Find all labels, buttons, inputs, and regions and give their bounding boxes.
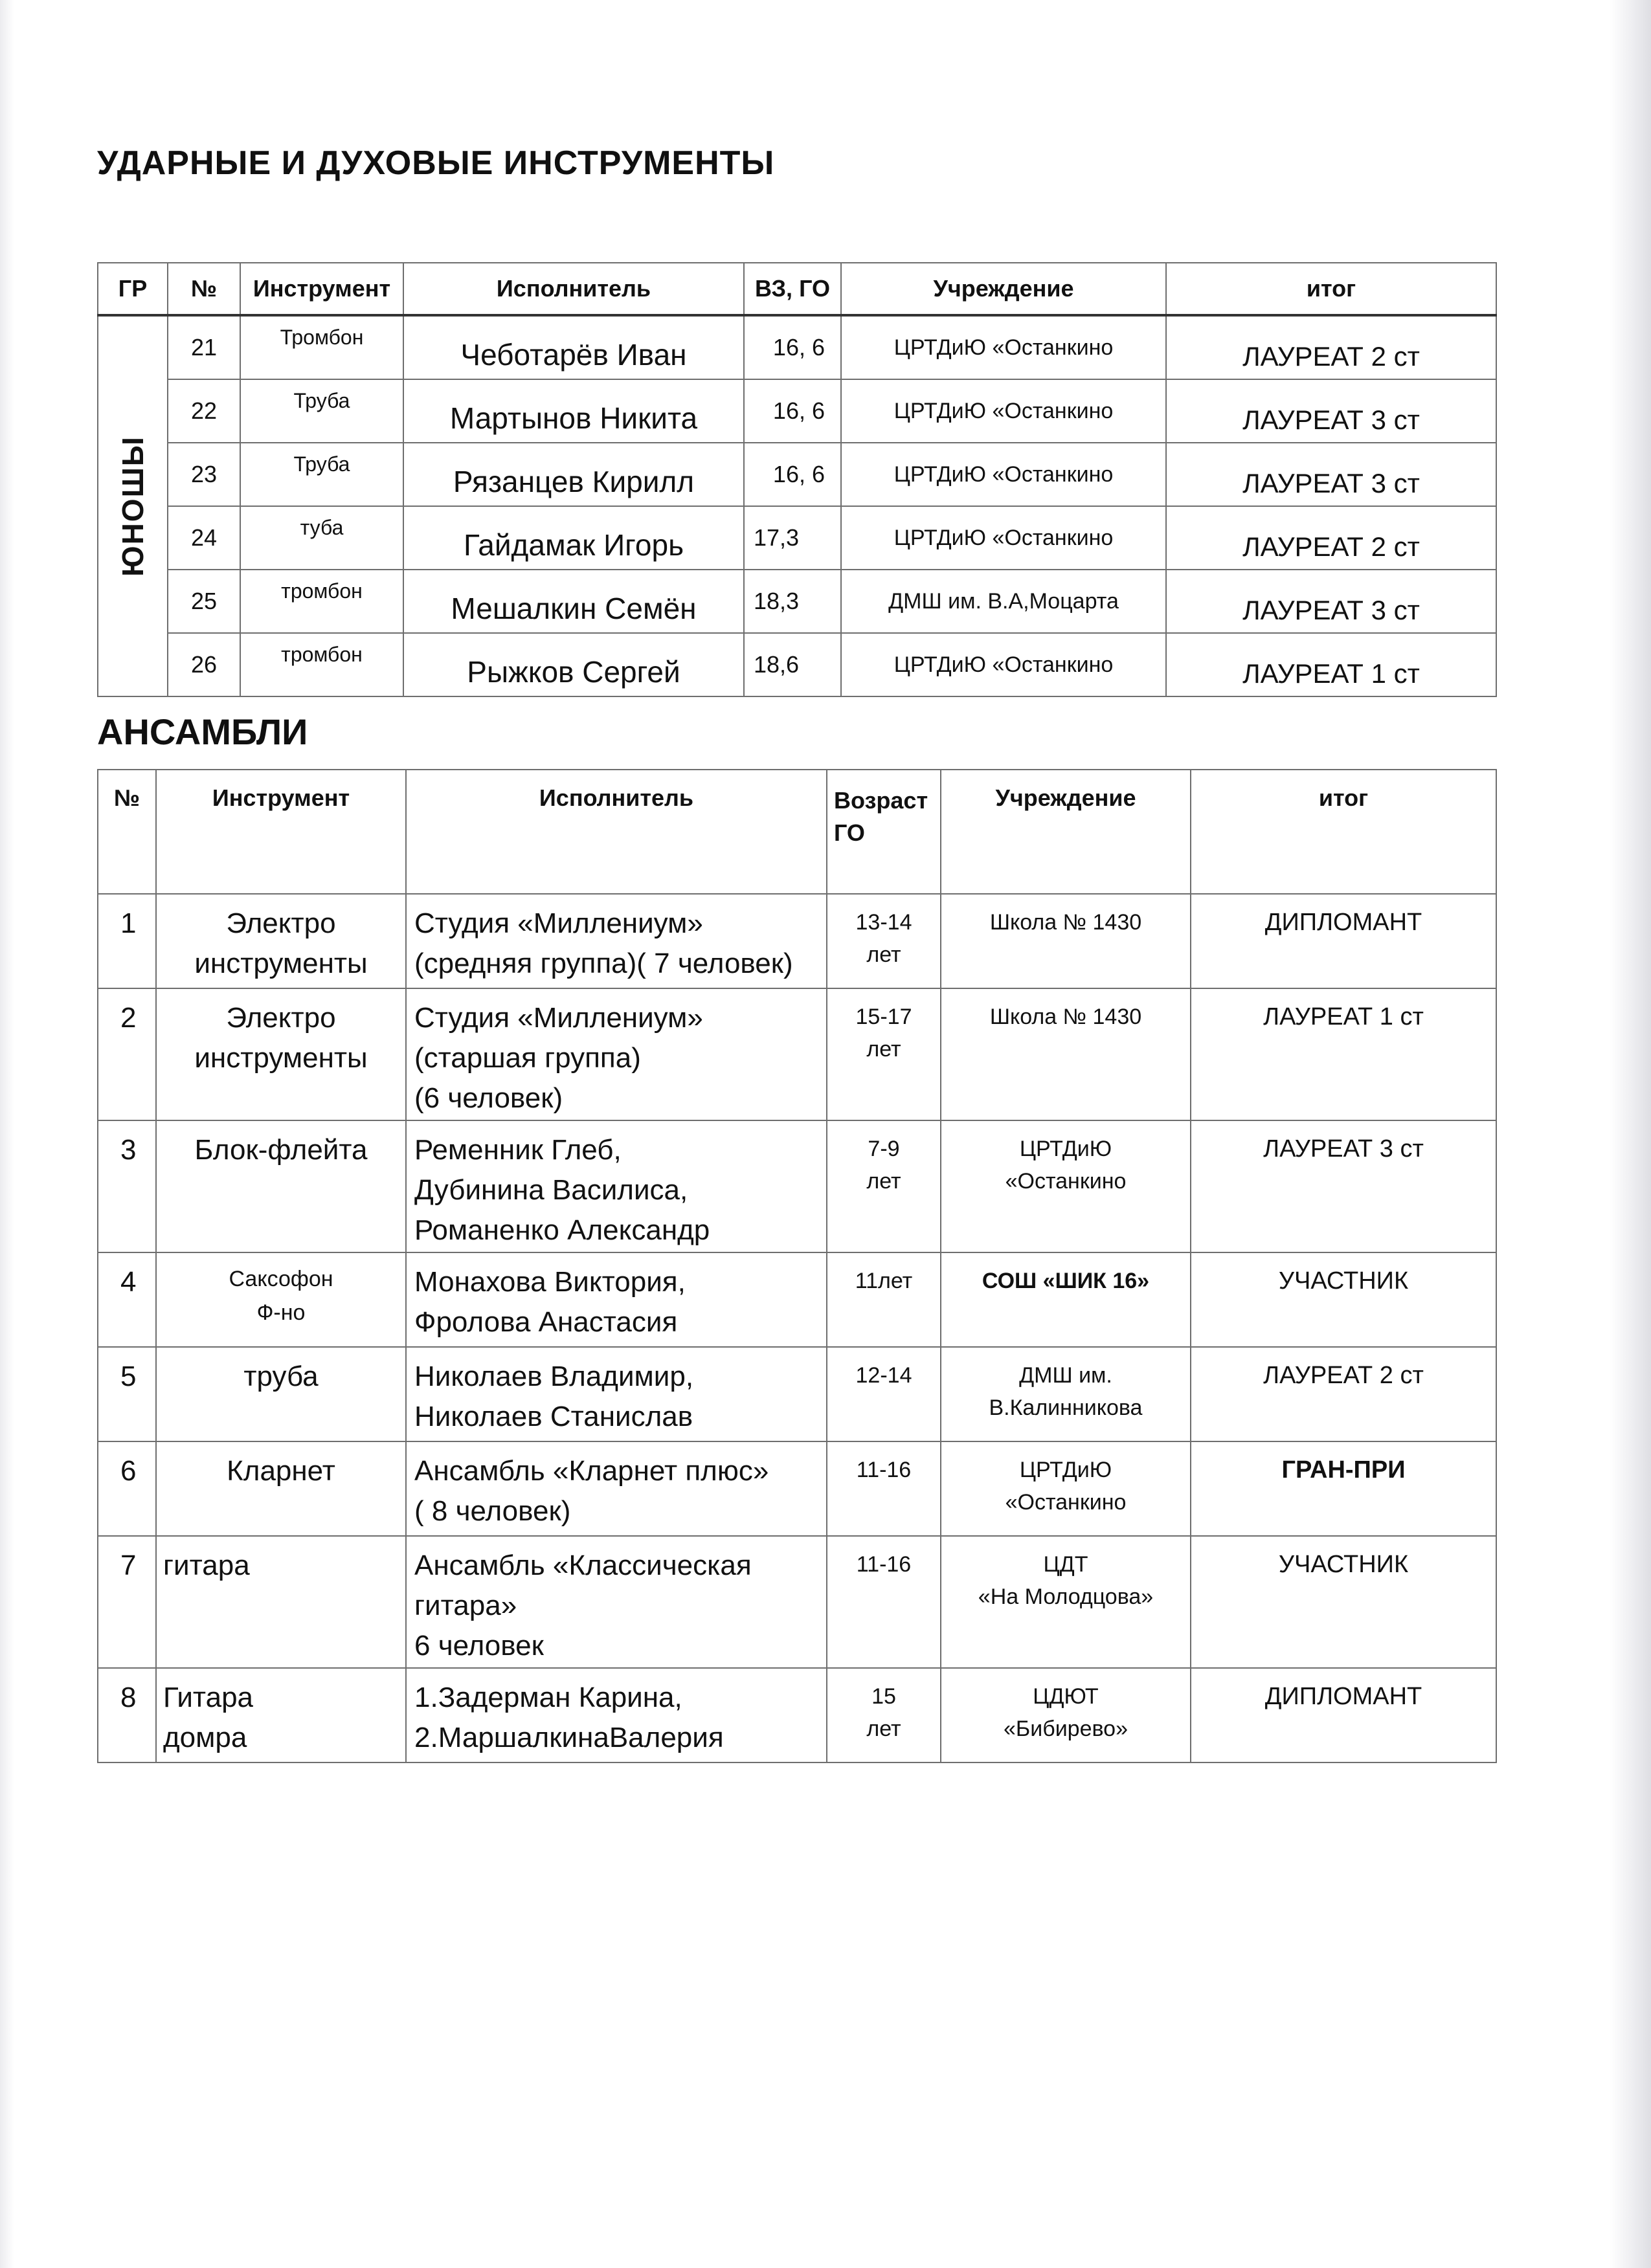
table-row bbox=[98, 1668, 1496, 1762]
row-result: ЛАУРЕАТ 3 ст bbox=[1166, 443, 1496, 506]
row-number: 26 bbox=[168, 633, 240, 696]
row-age bbox=[827, 1252, 941, 1347]
table-row bbox=[98, 443, 1496, 506]
row-performer-line: Николаев Станислав bbox=[414, 1401, 693, 1432]
row-result: ЛАУРЕАТ 3 ст bbox=[1166, 570, 1496, 633]
row-instrument: тромбон bbox=[240, 570, 403, 633]
header-group: ГР bbox=[98, 263, 168, 315]
row-instrument bbox=[156, 988, 406, 1120]
row-result: ГРАН-ПРИ bbox=[1191, 1441, 1496, 1536]
row-number: 23 bbox=[168, 443, 240, 506]
row-number: 4 bbox=[98, 1252, 156, 1347]
row-instrument: тромбон bbox=[240, 633, 403, 696]
table-row bbox=[98, 1536, 1496, 1668]
table-row bbox=[98, 894, 1496, 988]
table-row bbox=[98, 315, 1496, 379]
row-performer-line: Монахова Виктория, bbox=[414, 1266, 686, 1298]
table-row bbox=[98, 1252, 1496, 1347]
row-age-line: 13-14 bbox=[855, 910, 912, 935]
row-instrument-line: труба bbox=[243, 1361, 319, 1392]
row-age bbox=[827, 1120, 941, 1252]
row-age-line: лет bbox=[866, 1717, 901, 1741]
row-performer-line: Николаев Владимир, bbox=[414, 1361, 694, 1392]
row-result: ЛАУРЕАТ 2 ст bbox=[1166, 315, 1496, 379]
table-row bbox=[98, 379, 1496, 443]
header-performer: Исполнитель bbox=[403, 263, 744, 315]
header-age: ВЗ, ГО bbox=[744, 263, 841, 315]
row-performer-line: гитара» bbox=[414, 1590, 517, 1621]
row-institution: ЦРТДиЮ «Останкино bbox=[841, 633, 1166, 696]
row-performer bbox=[406, 1347, 827, 1441]
row-performer-line: (6 человек) bbox=[414, 1082, 563, 1114]
row-performer bbox=[406, 1120, 827, 1252]
row-institution-line: СОШ «ШИК 16» bbox=[982, 1269, 1150, 1293]
row-age-line: 12-14 bbox=[855, 1363, 912, 1388]
row-institution-line: ЦРТДиЮ bbox=[1019, 1458, 1112, 1482]
row-performer-line: Романенко Александр bbox=[414, 1214, 710, 1246]
row-result: ДИПЛОМАНТ bbox=[1191, 894, 1496, 988]
row-result: ЛАУРЕАТ 2 ст bbox=[1166, 506, 1496, 570]
header-institution: Учреждение bbox=[941, 770, 1191, 894]
row-result: ЛАУРЕАТ 3 ст bbox=[1166, 379, 1496, 443]
row-institution-line: «Останкино bbox=[1005, 1490, 1127, 1515]
row-result: ЛАУРЕАТ 1 ст bbox=[1166, 633, 1496, 696]
table-row bbox=[98, 570, 1496, 633]
row-institution bbox=[941, 1536, 1191, 1668]
row-performer: Мешалкин Семён bbox=[403, 570, 744, 633]
ensembles-table bbox=[97, 769, 1497, 1763]
row-institution bbox=[941, 894, 1191, 988]
winds-table bbox=[97, 262, 1497, 697]
group-label: ЮНОШЫ bbox=[116, 436, 150, 577]
row-institution-line: «Останкино bbox=[1005, 1169, 1127, 1194]
row-performer-line: 2.МаршалкинаВалерия bbox=[414, 1722, 724, 1753]
row-age: 16, 6 bbox=[744, 379, 841, 443]
row-number: 5 bbox=[98, 1347, 156, 1441]
row-number: 21 bbox=[168, 315, 240, 379]
row-age: 17,3 bbox=[744, 506, 841, 570]
row-institution bbox=[941, 988, 1191, 1120]
row-institution: ДМШ им. В.А,Моцарта bbox=[841, 570, 1166, 633]
row-instrument-line: Кларнет bbox=[227, 1455, 335, 1487]
group-cell bbox=[98, 315, 168, 696]
row-institution bbox=[941, 1120, 1191, 1252]
row-performer bbox=[406, 1536, 827, 1668]
row-institution bbox=[941, 1668, 1191, 1762]
row-age bbox=[827, 894, 941, 988]
row-instrument: туба bbox=[240, 506, 403, 570]
row-age: 16, 6 bbox=[744, 443, 841, 506]
row-number: 6 bbox=[98, 1441, 156, 1536]
row-instrument: Труба bbox=[240, 443, 403, 506]
row-instrument-line: Гитара bbox=[163, 1682, 254, 1713]
row-age-line: 11-16 bbox=[856, 1458, 912, 1482]
row-age-line: лет bbox=[866, 1169, 901, 1194]
header-age-line: Возраст bbox=[834, 787, 928, 814]
ensembles-header-row bbox=[98, 770, 1496, 894]
row-institution: ЦРТДиЮ «Останкино bbox=[841, 379, 1166, 443]
table-row bbox=[98, 1120, 1496, 1252]
row-age bbox=[827, 988, 941, 1120]
row-instrument-line: Блок-флейта bbox=[194, 1134, 368, 1166]
row-instrument bbox=[156, 1668, 406, 1762]
row-instrument bbox=[156, 1536, 406, 1668]
table-row bbox=[98, 1441, 1496, 1536]
row-age: 16, 6 bbox=[744, 315, 841, 379]
row-age bbox=[827, 1347, 941, 1441]
row-age bbox=[827, 1536, 941, 1668]
row-performer bbox=[406, 1252, 827, 1347]
row-performer bbox=[406, 988, 827, 1120]
header-instrument: Инструмент bbox=[240, 263, 403, 315]
row-performer-line: Ансамбль «Классическая bbox=[414, 1550, 752, 1581]
winds-header-row bbox=[98, 263, 1496, 315]
row-performer-line: Ансамбль «Кларнет плюс» bbox=[414, 1455, 769, 1487]
row-performer-line: (старшая группа) bbox=[414, 1042, 641, 1074]
header-age bbox=[827, 770, 941, 894]
row-age-line: 11-16 bbox=[856, 1552, 912, 1577]
row-instrument-line: гитара bbox=[163, 1550, 250, 1581]
row-result: УЧАСТНИК bbox=[1191, 1252, 1496, 1347]
row-performer-line: 1.Задерман Карина, bbox=[414, 1682, 682, 1713]
row-performer-line: (средняя группа)( 7 человек) bbox=[414, 948, 793, 979]
table-row bbox=[98, 506, 1496, 570]
section-title-winds: УДАРНЫЕ И ДУХОВЫЕ ИНСТРУМЕНТЫ bbox=[97, 144, 775, 182]
header-age-line: ГО bbox=[834, 819, 865, 846]
row-institution-line: ЦРТДиЮ bbox=[1019, 1137, 1112, 1161]
header-result: итог bbox=[1191, 770, 1496, 894]
row-institution: ЦРТДиЮ «Останкино bbox=[841, 443, 1166, 506]
row-performer-line: Дубинина Василиса, bbox=[414, 1174, 688, 1206]
row-instrument-line: домра bbox=[163, 1722, 247, 1753]
row-number: 1 bbox=[98, 894, 156, 988]
header-instrument: Инструмент bbox=[156, 770, 406, 894]
row-performer: Рыжков Сергей bbox=[403, 633, 744, 696]
row-number: 22 bbox=[168, 379, 240, 443]
row-result: ЛАУРЕАТ 2 ст bbox=[1191, 1347, 1496, 1441]
row-institution bbox=[941, 1252, 1191, 1347]
header-number: № bbox=[98, 770, 156, 894]
row-performer-line: Студия «Миллениум» bbox=[414, 1002, 703, 1034]
row-institution: ЦРТДиЮ «Останкино bbox=[841, 315, 1166, 379]
row-performer bbox=[406, 894, 827, 988]
row-instrument bbox=[156, 1441, 406, 1536]
row-instrument-line: Электро bbox=[226, 1002, 336, 1034]
row-institution-line: «На Молодцова» bbox=[978, 1584, 1154, 1609]
row-institution-line: ЦДЮТ bbox=[1033, 1684, 1099, 1709]
row-instrument-line: Ф-но bbox=[256, 1300, 306, 1325]
row-instrument: Труба bbox=[240, 379, 403, 443]
row-age-line: лет bbox=[866, 1037, 901, 1062]
header-result: итог bbox=[1166, 263, 1496, 315]
row-age bbox=[827, 1441, 941, 1536]
row-instrument-line: инструменты bbox=[194, 1042, 368, 1074]
row-result: ЛАУРЕАТ 3 ст bbox=[1191, 1120, 1496, 1252]
row-instrument-line: инструменты bbox=[194, 948, 368, 979]
row-instrument bbox=[156, 1120, 406, 1252]
row-instrument bbox=[156, 894, 406, 988]
row-institution-line: ДМШ им. bbox=[1019, 1363, 1112, 1388]
row-instrument bbox=[156, 1347, 406, 1441]
row-instrument-line: Электро bbox=[226, 907, 336, 939]
row-age-line: лет bbox=[866, 942, 901, 967]
row-number: 3 bbox=[98, 1120, 156, 1252]
row-instrument-line: Саксофон bbox=[229, 1267, 333, 1291]
scan-shadow-right bbox=[1610, 0, 1651, 2268]
scan-shadow-left bbox=[0, 0, 14, 2268]
row-age-line: 15 bbox=[871, 1684, 896, 1709]
section-title-ensembles: АНСАМБЛИ bbox=[97, 711, 308, 752]
row-institution-line: Школа № 1430 bbox=[989, 1005, 1142, 1029]
row-age bbox=[827, 1668, 941, 1762]
row-performer bbox=[406, 1668, 827, 1762]
row-performer-line: 6 человек bbox=[414, 1630, 544, 1662]
row-number: 7 bbox=[98, 1536, 156, 1668]
table-row bbox=[98, 988, 1496, 1120]
row-institution-line: В.Калинникова bbox=[989, 1395, 1143, 1420]
row-number: 8 bbox=[98, 1668, 156, 1762]
row-result: УЧАСТНИК bbox=[1191, 1536, 1496, 1668]
row-number: 2 bbox=[98, 988, 156, 1120]
row-age-line: 15-17 bbox=[855, 1005, 912, 1029]
header-performer: Исполнитель bbox=[406, 770, 827, 894]
row-age-line: 11лет bbox=[855, 1269, 913, 1293]
row-performer-line: ( 8 человек) bbox=[414, 1495, 571, 1527]
row-institution-line: «Бибирево» bbox=[1004, 1717, 1128, 1741]
row-number: 25 bbox=[168, 570, 240, 633]
row-institution-line: ЦДТ bbox=[1043, 1552, 1088, 1577]
table-row bbox=[98, 1347, 1496, 1441]
row-instrument bbox=[156, 1252, 406, 1347]
row-institution bbox=[941, 1441, 1191, 1536]
header-institution: Учреждение bbox=[841, 263, 1166, 315]
row-performer: Чеботарёв Иван bbox=[403, 315, 744, 379]
row-institution: ЦРТДиЮ «Останкино bbox=[841, 506, 1166, 570]
row-age-line: 7-9 bbox=[868, 1137, 900, 1161]
row-performer-line: Ременник Глеб, bbox=[414, 1134, 622, 1166]
row-result: ЛАУРЕАТ 1 ст bbox=[1191, 988, 1496, 1120]
row-age: 18,3 bbox=[744, 570, 841, 633]
row-performer: Гайдамак Игорь bbox=[403, 506, 744, 570]
row-age: 18,6 bbox=[744, 633, 841, 696]
header-number: № bbox=[168, 263, 240, 315]
row-institution-line: Школа № 1430 bbox=[989, 910, 1142, 935]
row-performer-line: Студия «Миллениум» bbox=[414, 907, 703, 939]
row-result: ДИПЛОМАНТ bbox=[1191, 1668, 1496, 1762]
table-row bbox=[98, 633, 1496, 696]
row-performer: Мартынов Никита bbox=[403, 379, 744, 443]
row-performer: Рязанцев Кирилл bbox=[403, 443, 744, 506]
row-performer-line: Фролова Анастасия bbox=[414, 1306, 678, 1338]
row-institution bbox=[941, 1347, 1191, 1441]
row-number: 24 bbox=[168, 506, 240, 570]
row-performer bbox=[406, 1441, 827, 1536]
row-instrument: Тромбон bbox=[240, 315, 403, 379]
